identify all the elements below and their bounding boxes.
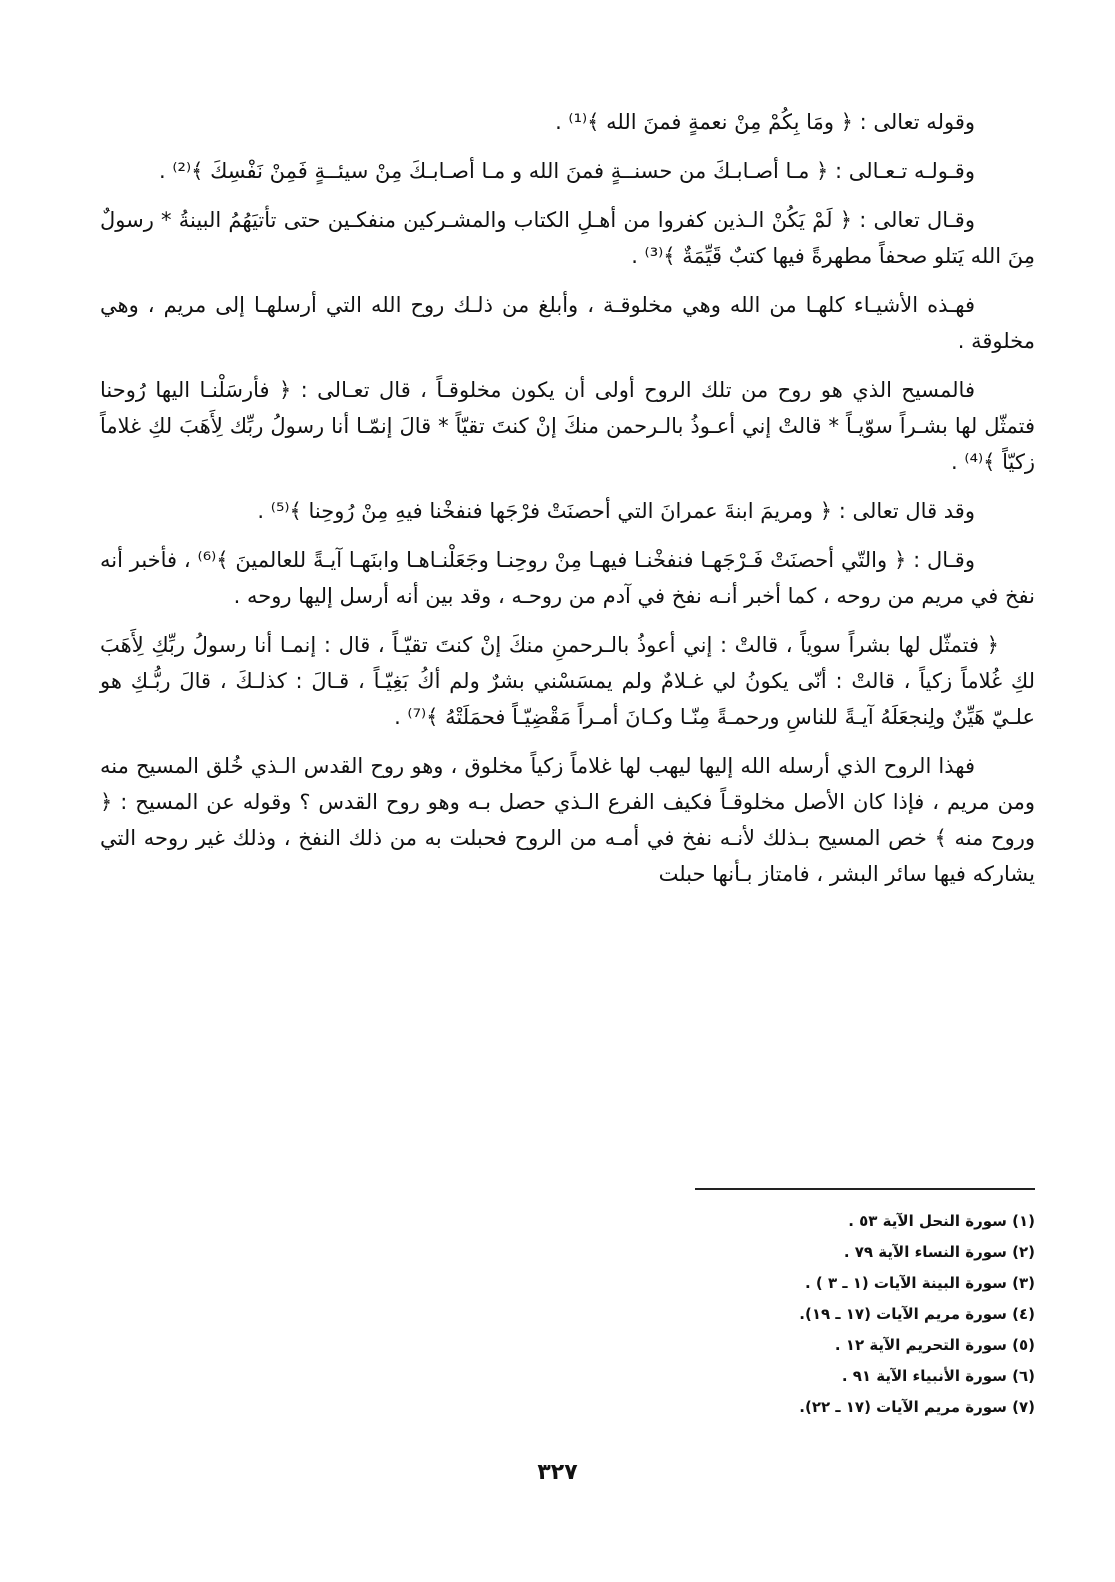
paragraph-4: فهـذه الأشيـاء كلهـا من الله وهي مخلوقـة ، وأبلغ من ذلـك روح الله التي أرسلهـا إلى مريم ، وهي مخلوقة .: [100, 293, 1035, 353]
paragraph-9: فهذا الروح الذي أرسله الله إليها ليهب لها غلاماً زكياً مخلوق ، وهو روح القدس الـذي خُلق المسيح منه ومن مريم ، فإذا كان الأصل مخلوقـاً فكيف الفرع الـذي حصل بـه وهو روح القدس ؟ وقوله عن المسيح : ﴿ وروح منه ﴾ خص المسيح بـذلك لأنـه نفخ في أمـه من الروح فحبلت به من ذلك النفخ ، وذلك غير روحه التي يشاركه فيها سائر البشر ، فامتاز بـأنها حبلت: [100, 754, 1035, 886]
paragraph-2: وقـولـه تـعـالى : ﴿ مـا أصـابـكَ من حسنــةٍ فمنَ الله و مـا أصـابـكَ مِنْ سيئــةٍ فَمِنْ نَفْسِكَ ﴾⁽²⁾ .: [159, 159, 975, 183]
paragraph-1: وقوله تعالى : ﴿ ومَا بِكُمْ مِنْ نعمةٍ فمنَ الله ﴾⁽¹⁾ .: [555, 110, 975, 134]
footnote-4: (٤) سورة مريم الآيات (١٧ ـ ١٩).: [799, 1305, 1035, 1323]
page-number: ٣٢٧: [537, 1460, 578, 1485]
paragraph-8: ﴿ فتمثّل لها بشراً سوياً ، قالتْ : إني أعوذُ بالـرحمنِ منكَ إنْ كنتَ تقيّـاً ، قال : إنمـا أنا رسولُ ربِّكِ لِأَهَبَ لكِ غُلاماً زكياً ، قالتْ : أنّى يكونُ لي غـلامٌ ولم يمسَسْني بشرٌ ولم أكُ بَغِيّـاً ، قـالَ : كذلـكَ ، قالَ ربُّـكِ هو علـيّ هَيِّنٌ ولِنجعَلَهُ آيـةً للناسِ ورحمـةً مِنّـا وكـانَ أمـراً مَقْضِيّـاً فحمَلَتْهُ ﴾⁽⁷⁾ .: [100, 633, 1035, 729]
paragraph-5: فالمسيح الذي هو روح من تلك الروح أولى أن يكون مخلوقـاً ، قال تعـالى : ﴿ فأرسَلْنـا اليها رُوحنا فتمثّل لها بشـراً سوّيـاً * قالتْ إني أعـوذُ بالـرحمن منكَ إنْ كنتَ تقيّاً * قالَ إنمّـا أنا رسولُ ربِّك لِأَهَبَ لكِ غلاماً زكيّاً ﴾⁽⁴⁾ .: [100, 378, 1035, 474]
paragraph-7: وقـال : ﴿ والتّي أحصنَتْ فَـرْجَهـا فنفخْنـا فيهـا مِنْ روحِنـا وجَعَلْنـاهـا وابنَهـا آيـةً للعالمينَ ﴾⁽⁶⁾ ، فأخبر أنه نفخ في مريم من روحه ، كما أخبر أنـه نفخ في آدم من روحـه ، وقد بين أنه أرسل إليها روحه .: [100, 548, 1035, 608]
footnote-2: (٢) سورة النساء الآية ٧٩ .: [843, 1243, 1035, 1261]
footnotes: [475, 1206, 1035, 1423]
main-text: [100, 104, 1035, 905]
paragraph-6: وقد قال تعالى : ﴿ ومريمَ ابنةَ عمرانَ التي أحصنَتْ فرْجَها فنفخْنا فيهِ مِنْ رُوحِنا ﴾⁽⁵⁾ .: [257, 499, 975, 523]
footnote-5: (٥) سورة التحريم الآية ١٢ .: [834, 1336, 1035, 1354]
footnote-6: (٦) سورة الأنبياء الآية ٩١ .: [841, 1367, 1035, 1385]
footnote-3: (٣) سورة البينة الآيات (١ ـ ٣ ) .: [804, 1274, 1035, 1292]
footnote-divider: [695, 1188, 1035, 1190]
paragraph-3: وقـال تعالى : ﴿ لَمْ يَكُنْ الـذين كفروا من أهـلِ الكتاب والمشـركين منفكـين حتى تأتيَهُمُ البينةُ * رسولٌ مِنَ الله يَتلو صحفاً مطهرةً فيها كتبٌ قَيِّمَةٌ ﴾⁽³⁾ .: [100, 208, 1035, 268]
footnote-1: (١) سورة النحل الآية ٥٣ .: [848, 1212, 1035, 1230]
footnote-7: (٧) سورة مريم الآيات (١٧ ـ ٢٢).: [799, 1398, 1035, 1416]
